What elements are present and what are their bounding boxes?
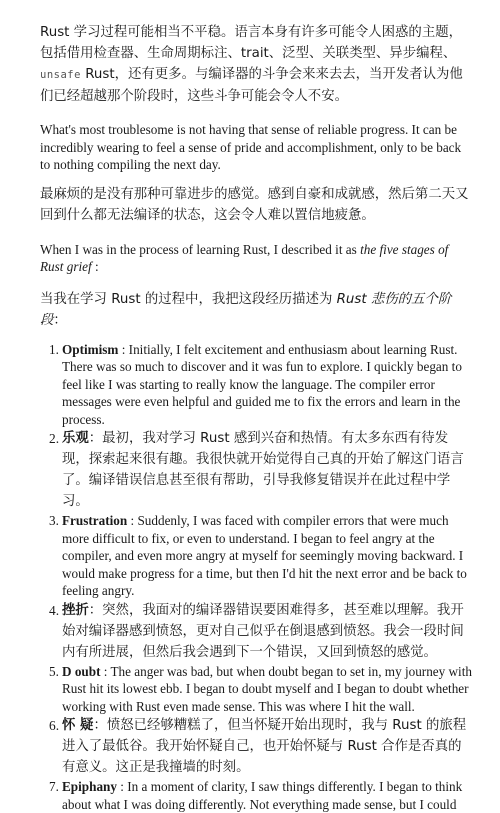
stage-text: : The anger was bad, but when doubt began to set in, my journey with Rust hit its lowest ebb. I began to doubt myself and I began to doubt whether working with Rust even made sense. This was where I hit the wall. (62, 664, 472, 714)
stage-number: 4. (49, 600, 59, 621)
stage-number: 7. (49, 778, 59, 796)
grief-intro-text: When I was in the process of learning Rust, I described it as (40, 242, 360, 257)
stage-text: : Initially, I felt excitement and enthusiasm about learning Rust. There was so much to discover and it was fun to explore. I quickly began to feel like I was starting to really know the language. The compiler error messages were even helpful and guided me to fix the errors and learn in the process. (62, 342, 462, 427)
stage-term: Epiphany (62, 779, 117, 794)
progress-paragraph-zh: 最麻烦的是没有那种可靠进步的感觉。感到自豪和成就感，然后第二天又回到什么都无法编译的状态，这会令人难以置信地疲惫。 (40, 184, 472, 226)
stage-term: D oubt (62, 664, 100, 679)
stages-list (40, 341, 472, 813)
stage-item (62, 778, 472, 813)
stage-number: 1. (49, 341, 59, 359)
stage-item (62, 663, 472, 716)
stage-term: 怀 疑 (62, 718, 93, 733)
stage-number: 2. (49, 428, 59, 449)
stage-text: : Suddenly, I was faced with compiler errors that were much more difficult to fix, or even to understand. I began to feel angry at the compiler, and even more angry at myself for seemingly moving backward. I would make progress for a time, but then I'd hit the next error and be back to feeling angry. (62, 513, 467, 598)
stage-item (62, 428, 472, 512)
stage-number: 6. (49, 715, 59, 736)
stage-text: ：突然，我面对的编译器错误要困难得多，甚至难以理解。我开始对编译器感到愤怒，更对自己似乎在倒退感到愤怒。我会一段时间内有所进展，但然后我会遇到下一个错误，又回到愤怒的感觉。 (62, 603, 464, 660)
stage-text: ：最初，我对学习 Rust 感到兴奋和热情。有太多东西有待发现，探索起来很有趣。我很快就开始觉得自己真的开始了解这门语言了。编译错误信息甚至很有帮助，引导我修复错误并在此过程中学习。 (62, 431, 464, 509)
grief-title-italic: the five stages of Rust grief (40, 242, 448, 275)
grief-intro-en (40, 241, 472, 276)
stage-term: Frustration (62, 513, 127, 528)
intro-text-continued: Rust，还有更多。与编译器的斗争会来来去去，当开发者认为他们已经超越那个阶段时，这些斗争可能会令人不安。 (40, 67, 463, 104)
grief-intro-zh-text: 当我在学习 Rust 的过程中，我把这段经历描述为 (40, 292, 337, 307)
grief-intro-colon: : (92, 259, 99, 274)
stage-term: 乐观 (62, 431, 89, 446)
stage-number: 5. (49, 663, 59, 681)
stage-item (62, 512, 472, 600)
inline-code-unsafe: unsafe (40, 69, 81, 81)
grief-title-zh-italic: Rust 悲伤的五个阶段 (40, 292, 451, 328)
stage-item (62, 715, 472, 778)
grief-intro-zh-colon: ： (53, 313, 66, 328)
stage-number: 3. (49, 512, 59, 530)
intro-paragraph-zh (40, 22, 472, 107)
grief-intro-zh (40, 289, 472, 331)
stage-term: 挫折 (62, 603, 89, 618)
progress-paragraph-en: What's most troublesome is not having that sense of reliable progress. It can be incredibly wearing to feel a sense of pride and accomplishment, only to be back to nothing compiling the next day. (40, 121, 472, 174)
intro-text: Rust 学习过程可能相当不平稳。语言本身有许多可能令人困惑的主题，包括借用检查器、生命周期标注、trait、泛型、关联类型、异步编程、 (40, 25, 462, 61)
stage-text: ：愤怒已经够糟糕了，但当怀疑开始出现时，我与 Rust 的旅程进入了最低谷。我开始怀疑自己，也开始怀疑与 Rust 合作是否真的有意义。这正是我撞墙的时刻。 (62, 718, 466, 775)
stage-item (62, 341, 472, 429)
stage-text: : In a moment of clarity, I saw things differently. I began to think about what I was doing differently. Not everything made sense, but I could (62, 779, 462, 812)
stage-item (62, 600, 472, 663)
stage-term: Optimism (62, 342, 118, 357)
